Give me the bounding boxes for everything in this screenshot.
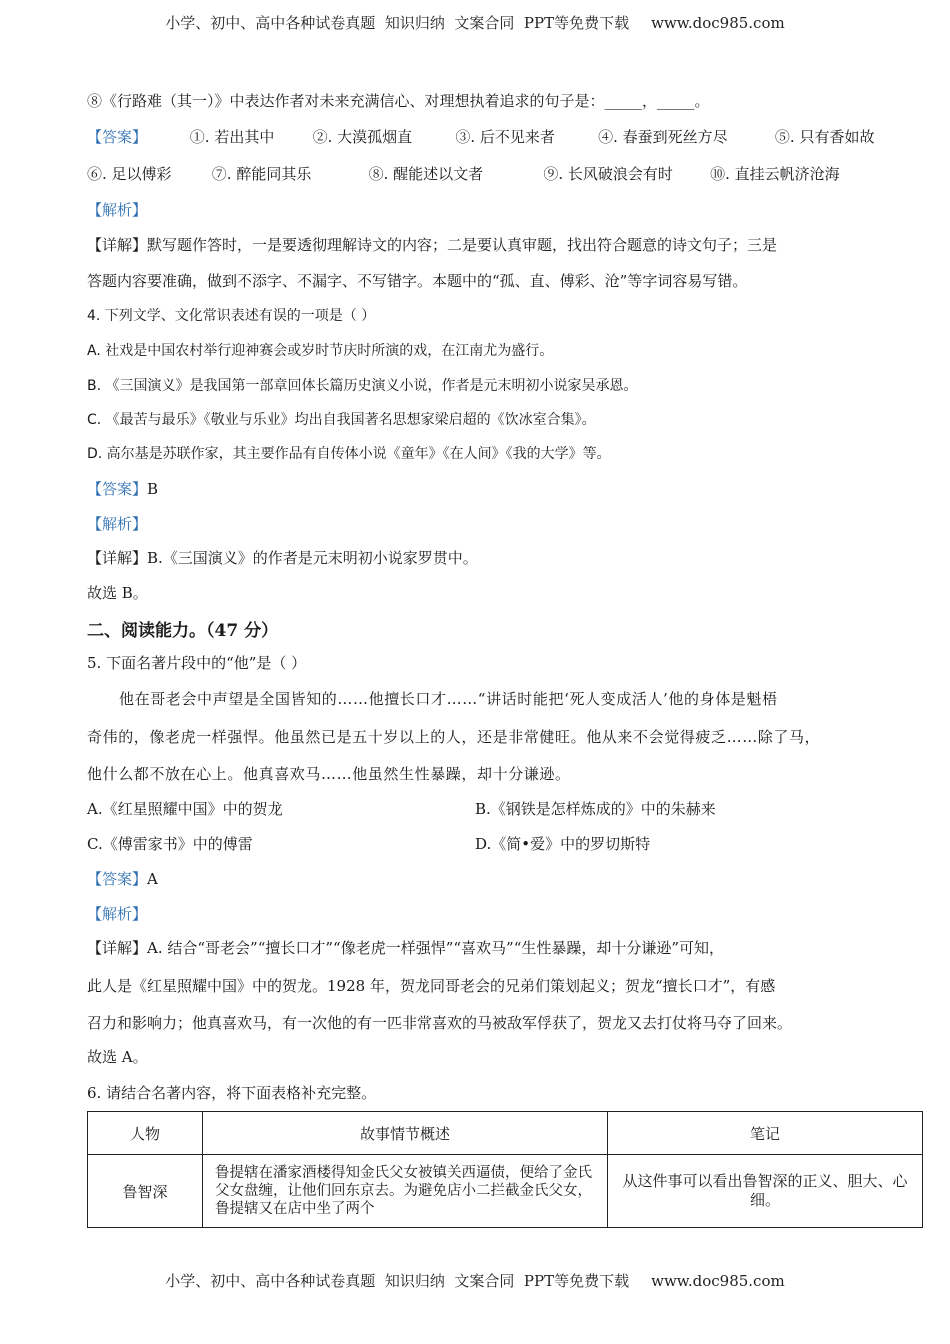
answer-item: ⑤. 只有香如故 (774, 128, 875, 146)
table-row (88, 1155, 923, 1228)
answer-label: 【答案】 (87, 480, 148, 498)
answer-label: 【答案】 (87, 128, 148, 146)
q4-conclusion: 故选 B。 (87, 584, 148, 602)
q5-analysis-label: 【解析】 (87, 905, 148, 923)
answer-item: ③. 后不见来者 (455, 128, 555, 146)
q5-conclusion: 故选 A。 (87, 1048, 148, 1066)
q5-option-c: C.《傅雷家书》中的傅雷 (87, 835, 253, 853)
page-header (0, 12, 950, 33)
q4-option-a: A. 社戏是中国农村举行迎神赛会或岁时节庆时所演的戏，在江南尤为盛行。 (87, 343, 554, 359)
section-title: 二、阅读能力。（47 分） (87, 621, 279, 641)
q3-answer-row-1 (87, 126, 874, 147)
q5-answer (87, 868, 158, 889)
answer-item: ①. 若出其中 (189, 128, 275, 146)
q5-option-a: A.《红星照耀中国》中的贺龙 (87, 800, 283, 818)
q3-detail-line: 答题内容要准确，做到不添字、不漏字、不写错字。本题中的“孤、直、傅彩、沧”等字词容易写错。 (87, 272, 748, 290)
header-url: www.doc985.com (651, 14, 785, 32)
q3-item8: ⑧《行路难（其一）》中表达作者对未来充满信心、对理想执着追求的句子是：_____，_____。 (87, 92, 710, 110)
table-header-row (88, 1112, 923, 1155)
answer-value: A (147, 870, 158, 888)
footer-url: www.doc985.com (651, 1272, 785, 1290)
q4-answer (87, 478, 158, 499)
answer-item: ④. 春蚕到死丝方尽 (598, 128, 728, 146)
q5-detail-line: 【详解】A. 结合“哥老会”“擅长口才”“像老虎一样强悍”“喜欢马”“生性暴躁，却十分谦逊”可知， (87, 939, 725, 957)
cell-note: 从这件事可以看出鲁智深的正义、胆大、心细。 (608, 1155, 923, 1228)
q5-detail-line: 此人是《红星照耀中国》中的贺龙。1928 年，贺龙同哥老会的兄弟们策划起义；贺龙“擅长口才”，有感 (87, 977, 776, 995)
q3-analysis-label: 【解析】 (87, 201, 148, 219)
answer-value: B (147, 480, 159, 498)
q4-stem: 4. 下列文学、文化常识表述有误的一项是（ ） (87, 308, 376, 324)
answer-item: ⑥. 足以傅彩 (87, 165, 172, 183)
q3-detail-line: 【详解】默写题作答时，一是要透彻理解诗文的内容；二是要认真审题，找出符合题意的诗文句子；三是 (87, 236, 778, 254)
q6-table (87, 1111, 923, 1228)
cell-person: 鲁智深 (88, 1155, 203, 1228)
footer-text: 小学、初中、高中各种试卷真题 知识归纳 文案合同 PPT等免费下载 (165, 1272, 630, 1290)
q4-analysis-label: 【解析】 (87, 515, 148, 533)
q4-option-c: C. 《最苦与最乐》《敬业与乐业》均出自我国著名思想家梁启超的《饮冰室合集》。 (87, 412, 596, 428)
cell-plot: 鲁提辖在潘家酒楼得知金氏父女被镇关西逼债，便给了金氏父女盘缠，让他们回东京去。为避免店小二拦截金氏父女，鲁提辖又在店中坐了两个 (203, 1155, 608, 1228)
header-text: 小学、初中、高中各种试卷真题 知识归纳 文案合同 PPT等免费下载 (165, 14, 630, 32)
q5-stem: 5. 下面名著片段中的“他”是（ ） (87, 654, 307, 672)
q5-detail-line: 召力和影响力；他真喜欢马，有一次他的有一匹非常喜欢的马被敌军俘获了，贺龙又去打仗将马夺了回来。 (87, 1014, 793, 1032)
answer-label: 【答案】 (87, 870, 148, 888)
q4-detail: 【详解】B.《三国演义》的作者是元末明初小说家罗贯中。 (87, 549, 478, 567)
column-header: 故事情节概述 (203, 1112, 608, 1155)
page-footer (0, 1270, 950, 1291)
q6-stem: 6. 请结合名著内容，将下面表格补充完整。 (87, 1084, 377, 1102)
q5-passage-line: 他在哥老会中声望是全国皆知的……他擅长口才……“讲话时能把‘死人变成活人’他的身体是魁梧 (119, 690, 778, 708)
q5-passage-line: 奇伟的，像老虎一样强悍。他虽然已是五十岁以上的人，还是非常健旺。他从来不会觉得疲乏……除了马， (87, 728, 821, 746)
q5-passage-line: 他什么都不放在心上。他真喜欢马……他虽然生性暴躁，却十分谦逊。 (87, 765, 571, 783)
q3-answer-row-2 (87, 163, 840, 184)
answer-item: ⑦. 醉能同其乐 (211, 165, 312, 183)
q4-option-d: D. 高尔基是苏联作家，其主要作品有自传体小说《童年》《在人间》《我的大学》等。 (87, 446, 611, 462)
q5-option-b: B.《钢铁是怎样炼成的》中的朱赫来 (475, 800, 716, 818)
q5-option-d: D.《简•爱》中的罗切斯特 (475, 835, 651, 853)
answer-item: ②. 大漠孤烟直 (312, 128, 413, 146)
column-header: 人物 (88, 1112, 203, 1155)
column-header: 笔记 (608, 1112, 923, 1155)
q4-option-b: B. 《三国演义》是我国第一部章回体长篇历史演义小说，作者是元末明初小说家吴承恩。 (87, 378, 638, 394)
answer-item: ⑩. 直挂云帆济沧海 (710, 165, 840, 183)
answer-item: ⑨. 长风破浪会有时 (543, 165, 673, 183)
answer-item: ⑧. 醒能述以文者 (368, 165, 484, 183)
